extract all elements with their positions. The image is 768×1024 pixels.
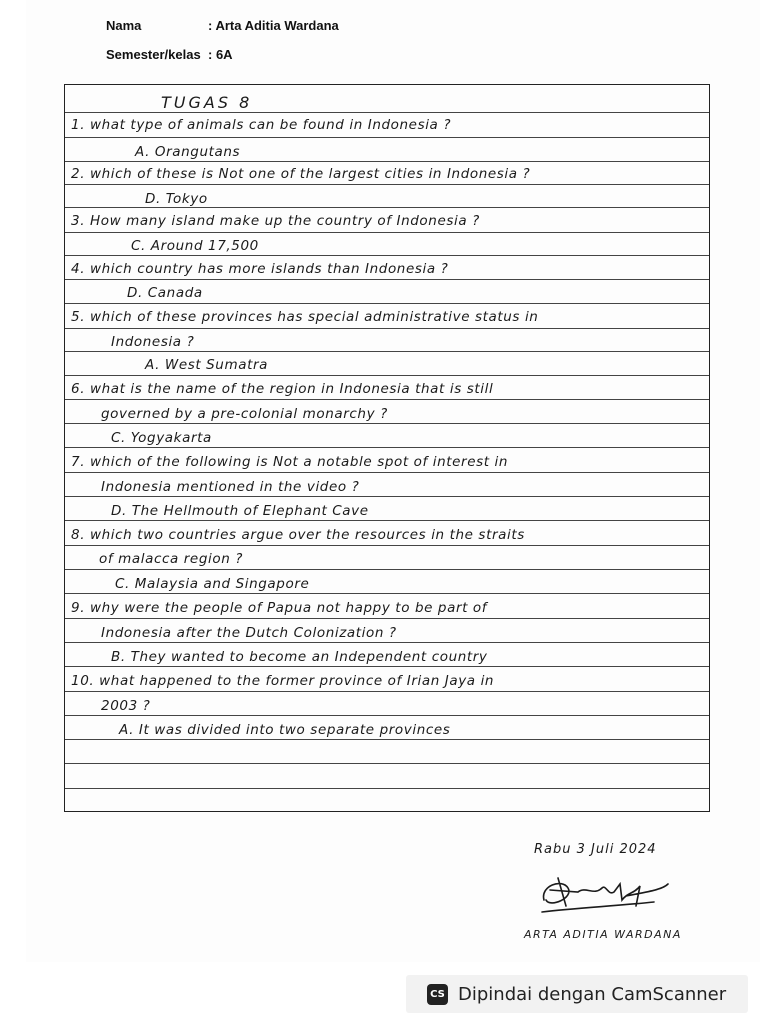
- question-10: 10. what happened to the former province of Irian Jaya in: [71, 673, 495, 689]
- answer-5: A. West Sumatra: [145, 357, 269, 373]
- ruled-line: [65, 279, 709, 280]
- lined-answer-sheet: [64, 84, 710, 812]
- ruled-line: [65, 691, 709, 692]
- answer-3: C. Around 17,500: [131, 238, 259, 254]
- question-6-cont: governed by a pre-colonial monarchy ?: [101, 406, 388, 422]
- handwritten-signature-icon: [536, 866, 676, 922]
- question-5: 5. which of these provinces has special administrative status in: [71, 309, 539, 325]
- ruled-line: [65, 763, 709, 764]
- sheet-title: TUGAS 8: [161, 93, 253, 112]
- class-label: Semester/kelas: [106, 47, 201, 62]
- name-value: : Arta Aditia Wardana: [208, 18, 339, 33]
- question-10-cont: 2003 ?: [101, 698, 151, 714]
- ruled-line: [65, 207, 709, 208]
- camscanner-logo-icon: CS: [427, 984, 448, 1005]
- answer-8: C. Malaysia and Singapore: [115, 576, 310, 592]
- ruled-line: [65, 399, 709, 400]
- ruled-line: [65, 112, 709, 113]
- camscanner-text: Dipindai dengan CamScanner: [458, 983, 727, 1005]
- class-value: : 6A: [208, 47, 233, 62]
- ruled-line: [65, 375, 709, 376]
- ruled-line: [65, 520, 709, 521]
- question-9-cont: Indonesia after the Dutch Colonization ?: [101, 625, 397, 641]
- answer-7: D. The Hellmouth of Elephant Cave: [111, 503, 369, 519]
- question-2: 2. which of these is Not one of the largest cities in Indonesia ?: [71, 166, 531, 182]
- ruled-line: [65, 351, 709, 352]
- ruled-line: [65, 161, 709, 162]
- answer-4: D. Canada: [127, 285, 203, 301]
- signature-name: ARTA ADITIA WARDANA: [524, 928, 682, 941]
- ruled-line: [65, 715, 709, 716]
- ruled-line: [65, 328, 709, 329]
- ruled-line: [65, 618, 709, 619]
- ruled-line: [65, 232, 709, 233]
- answer-6: C. Yogyakarta: [111, 430, 212, 446]
- ruled-line: [65, 472, 709, 473]
- ruled-line: [65, 137, 709, 138]
- question-8-cont: of malacca region ?: [99, 551, 244, 567]
- ruled-line: [65, 788, 709, 789]
- ruled-line: [65, 666, 709, 667]
- question-5-cont: Indonesia ?: [111, 334, 195, 350]
- ruled-line: [65, 739, 709, 740]
- question-4: 4. which country has more islands than Indonesia ?: [71, 261, 449, 277]
- ruled-line: [65, 303, 709, 304]
- question-9: 9. why were the people of Papua not happy to be part of: [71, 600, 488, 616]
- ruled-line: [65, 642, 709, 643]
- question-8: 8. which two countries argue over the resources in the straits: [71, 527, 525, 543]
- question-6: 6. what is the name of the region in Indonesia that is still: [71, 381, 494, 397]
- question-3: 3. How many island make up the country of Indonesia ?: [71, 213, 480, 229]
- ruled-line: [65, 569, 709, 570]
- ruled-line: [65, 423, 709, 424]
- name-label: Nama: [106, 18, 142, 33]
- ruled-line: [65, 184, 709, 185]
- signature-date: Rabu 3 Juli 2024: [534, 842, 657, 857]
- question-7-cont: Indonesia mentioned in the video ?: [101, 479, 360, 495]
- ruled-line: [65, 545, 709, 546]
- camscanner-watermark: [406, 975, 748, 1013]
- ruled-line: [65, 496, 709, 497]
- ruled-line: [65, 593, 709, 594]
- answer-2: D. Tokyo: [145, 191, 208, 207]
- ruled-line: [65, 255, 709, 256]
- answer-10: A. It was divided into two separate provinces: [119, 722, 451, 738]
- answer-1: A. Orangutans: [135, 144, 241, 160]
- question-7: 7. which of the following is Not a notable spot of interest in: [71, 454, 509, 470]
- question-1: 1. what type of animals can be found in Indonesia ?: [71, 117, 452, 133]
- ruled-line: [65, 447, 709, 448]
- answer-9: B. They wanted to become an Independent country: [111, 649, 488, 665]
